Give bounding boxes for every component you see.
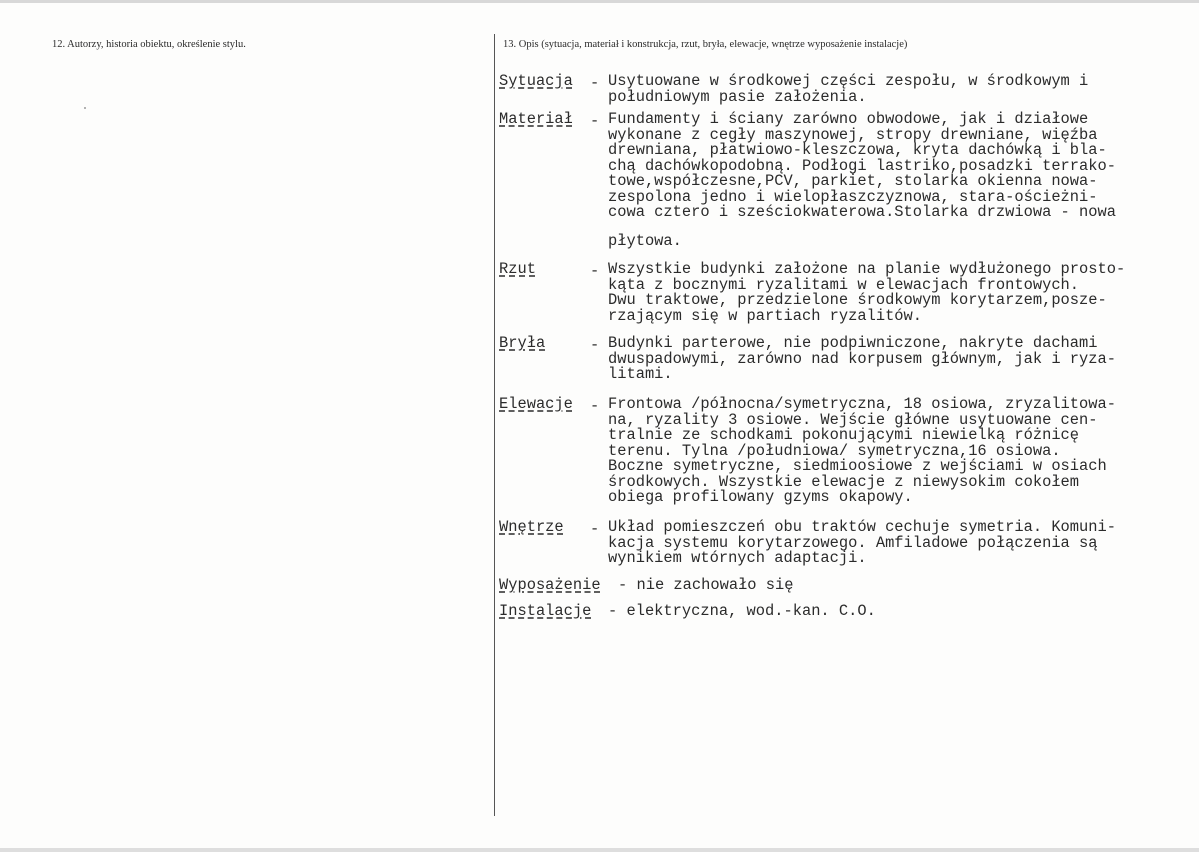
section-text-rzut-line-4: rzającym się w partiach ryzalitów.: [608, 306, 923, 325]
section-text-rzut-line-2: kąta z bocznymi ryzalitami w elewacjach frontowych.: [608, 275, 1080, 294]
section-text-elewacje-line-7: obiega profilowany gzyms okapowy.: [608, 488, 913, 506]
section-text-material-line-1: Fundamenty i ściany zarówno obwodowe, jak i działowe: [608, 110, 1089, 128]
section-text-elewacje-line-1: Frontowa /północna/symetryczna, 18 osiowa, zryzalitowa-: [608, 395, 1116, 413]
section-label-rzut: Rzut: [499, 260, 536, 278]
section-dash: -: [590, 397, 600, 415]
right-column-heading: 13. Opis (sytuacja, materiał i konstrukcja, rzut, bryła, elewacje, wnętrze wyposażenie instalacje): [503, 39, 908, 50]
scan-edge-top: [0, 0, 1199, 3]
section-text-sytuacja-line-2: południowym pasie założenia.: [608, 87, 867, 106]
section-label-material: Materiał: [499, 110, 573, 128]
section-dash: -: [590, 520, 600, 538]
section-text-wyposazenie: - nie zachowało się: [618, 576, 794, 594]
section-label-wyposazenie: Wyposażenie: [499, 576, 601, 594]
section-text-elewacje-line-3: tralnie ze schodkami pokonującymi niewielką różnicę: [608, 426, 1080, 444]
section-text-material-line-5: towe,współczesne,PCV, parkiet, stolarka okienna nowa-: [608, 172, 1098, 190]
section-text-material-line-2: wykonane z cegły maszynowej, stropy drewniane, więźba: [608, 125, 1098, 144]
section-text-material-line-4: chą dachówkopodobną. Podłogi lastriko,posadzki terrako-: [608, 156, 1116, 175]
section-text-wnetrze-line-1: Układ pomieszczeń obu traktów cechuje symetria. Komuni-: [608, 518, 1116, 536]
section-text-bryla-line-3: litami.: [608, 365, 673, 383]
section-text-elewacje-line-5: Boczne symetryczne, siedmioosiowe z wejściami w osiach: [608, 457, 1107, 475]
section-text-elewacje-line-6: środkowych. Wszystkie elewacje z niewysokim cokołem: [608, 472, 1080, 491]
section-text-material-line-7: cowa cztero i sześciokwaterowa.Stolarka drzwiowa - nowa: [608, 203, 1116, 221]
section-text-elewacje-line-4: terenu. Tylna /południowa/ symetryczna,16 osiowa.: [608, 441, 1061, 460]
section-text-sytuacja-line-1: Usytuowane w środkowej części zespołu, w środkowym i: [608, 72, 1089, 90]
left-column-heading: 12. Autorzy, historia obiektu, określenie stylu.: [52, 39, 246, 50]
section-text-material-line-3: drewniana, płatwiowo-kleszczowa, kryta dachówką i bla-: [608, 141, 1107, 159]
section-text-material-tail: płytowa.: [608, 232, 682, 250]
section-text-rzut-line-3: Dwu traktowe, przedzielone środkowym korytarzem,posze-: [608, 291, 1107, 309]
section-text-elewacje-line-2: na, ryzality 3 osiowe. Wejście główne usytuowane cen-: [608, 410, 1098, 429]
section-label-instalacje: Instalacje: [499, 602, 592, 620]
section-text-instalacje: - elektryczna, wod.-kan. C.O.: [608, 602, 876, 620]
section-dash: -: [590, 336, 600, 354]
section-text-bryla-line-2: dwuspadowymi, zarówno nad korpusem głównym, jak i ryza-: [608, 349, 1116, 368]
section-text-wnetrze-line-2: kacja systemu korytarzowego. Amfiladowe połączenia są: [608, 533, 1098, 552]
section-dash: -: [590, 74, 600, 92]
section-label-wnetrze: Wnętrze: [499, 518, 564, 536]
section-label-elewacje: Elewacje: [499, 395, 573, 413]
column-divider: [494, 34, 495, 816]
section-label-sytuacja: Sytuacja: [499, 72, 573, 90]
section-text-material-line-6: zespolona jedno i wielopłaszczyznowa, stara-ościeżni-: [608, 187, 1098, 206]
section-label-bryla: Bryła: [499, 334, 546, 352]
scan-speck: [84, 107, 86, 109]
scan-edge-bottom: [0, 848, 1199, 852]
section-text-rzut-line-1: Wszystkie budynki założone na planie wydłużonego prosto-: [608, 260, 1126, 278]
section-text-wnetrze-line-3: wynikiem wtórnych adaptacji.: [608, 549, 867, 567]
section-dash: -: [590, 112, 600, 130]
section-dash: -: [590, 262, 600, 280]
section-text-bryla-line-1: Budynki parterowe, nie podpiwniczone, nakryte dachami: [608, 334, 1098, 352]
